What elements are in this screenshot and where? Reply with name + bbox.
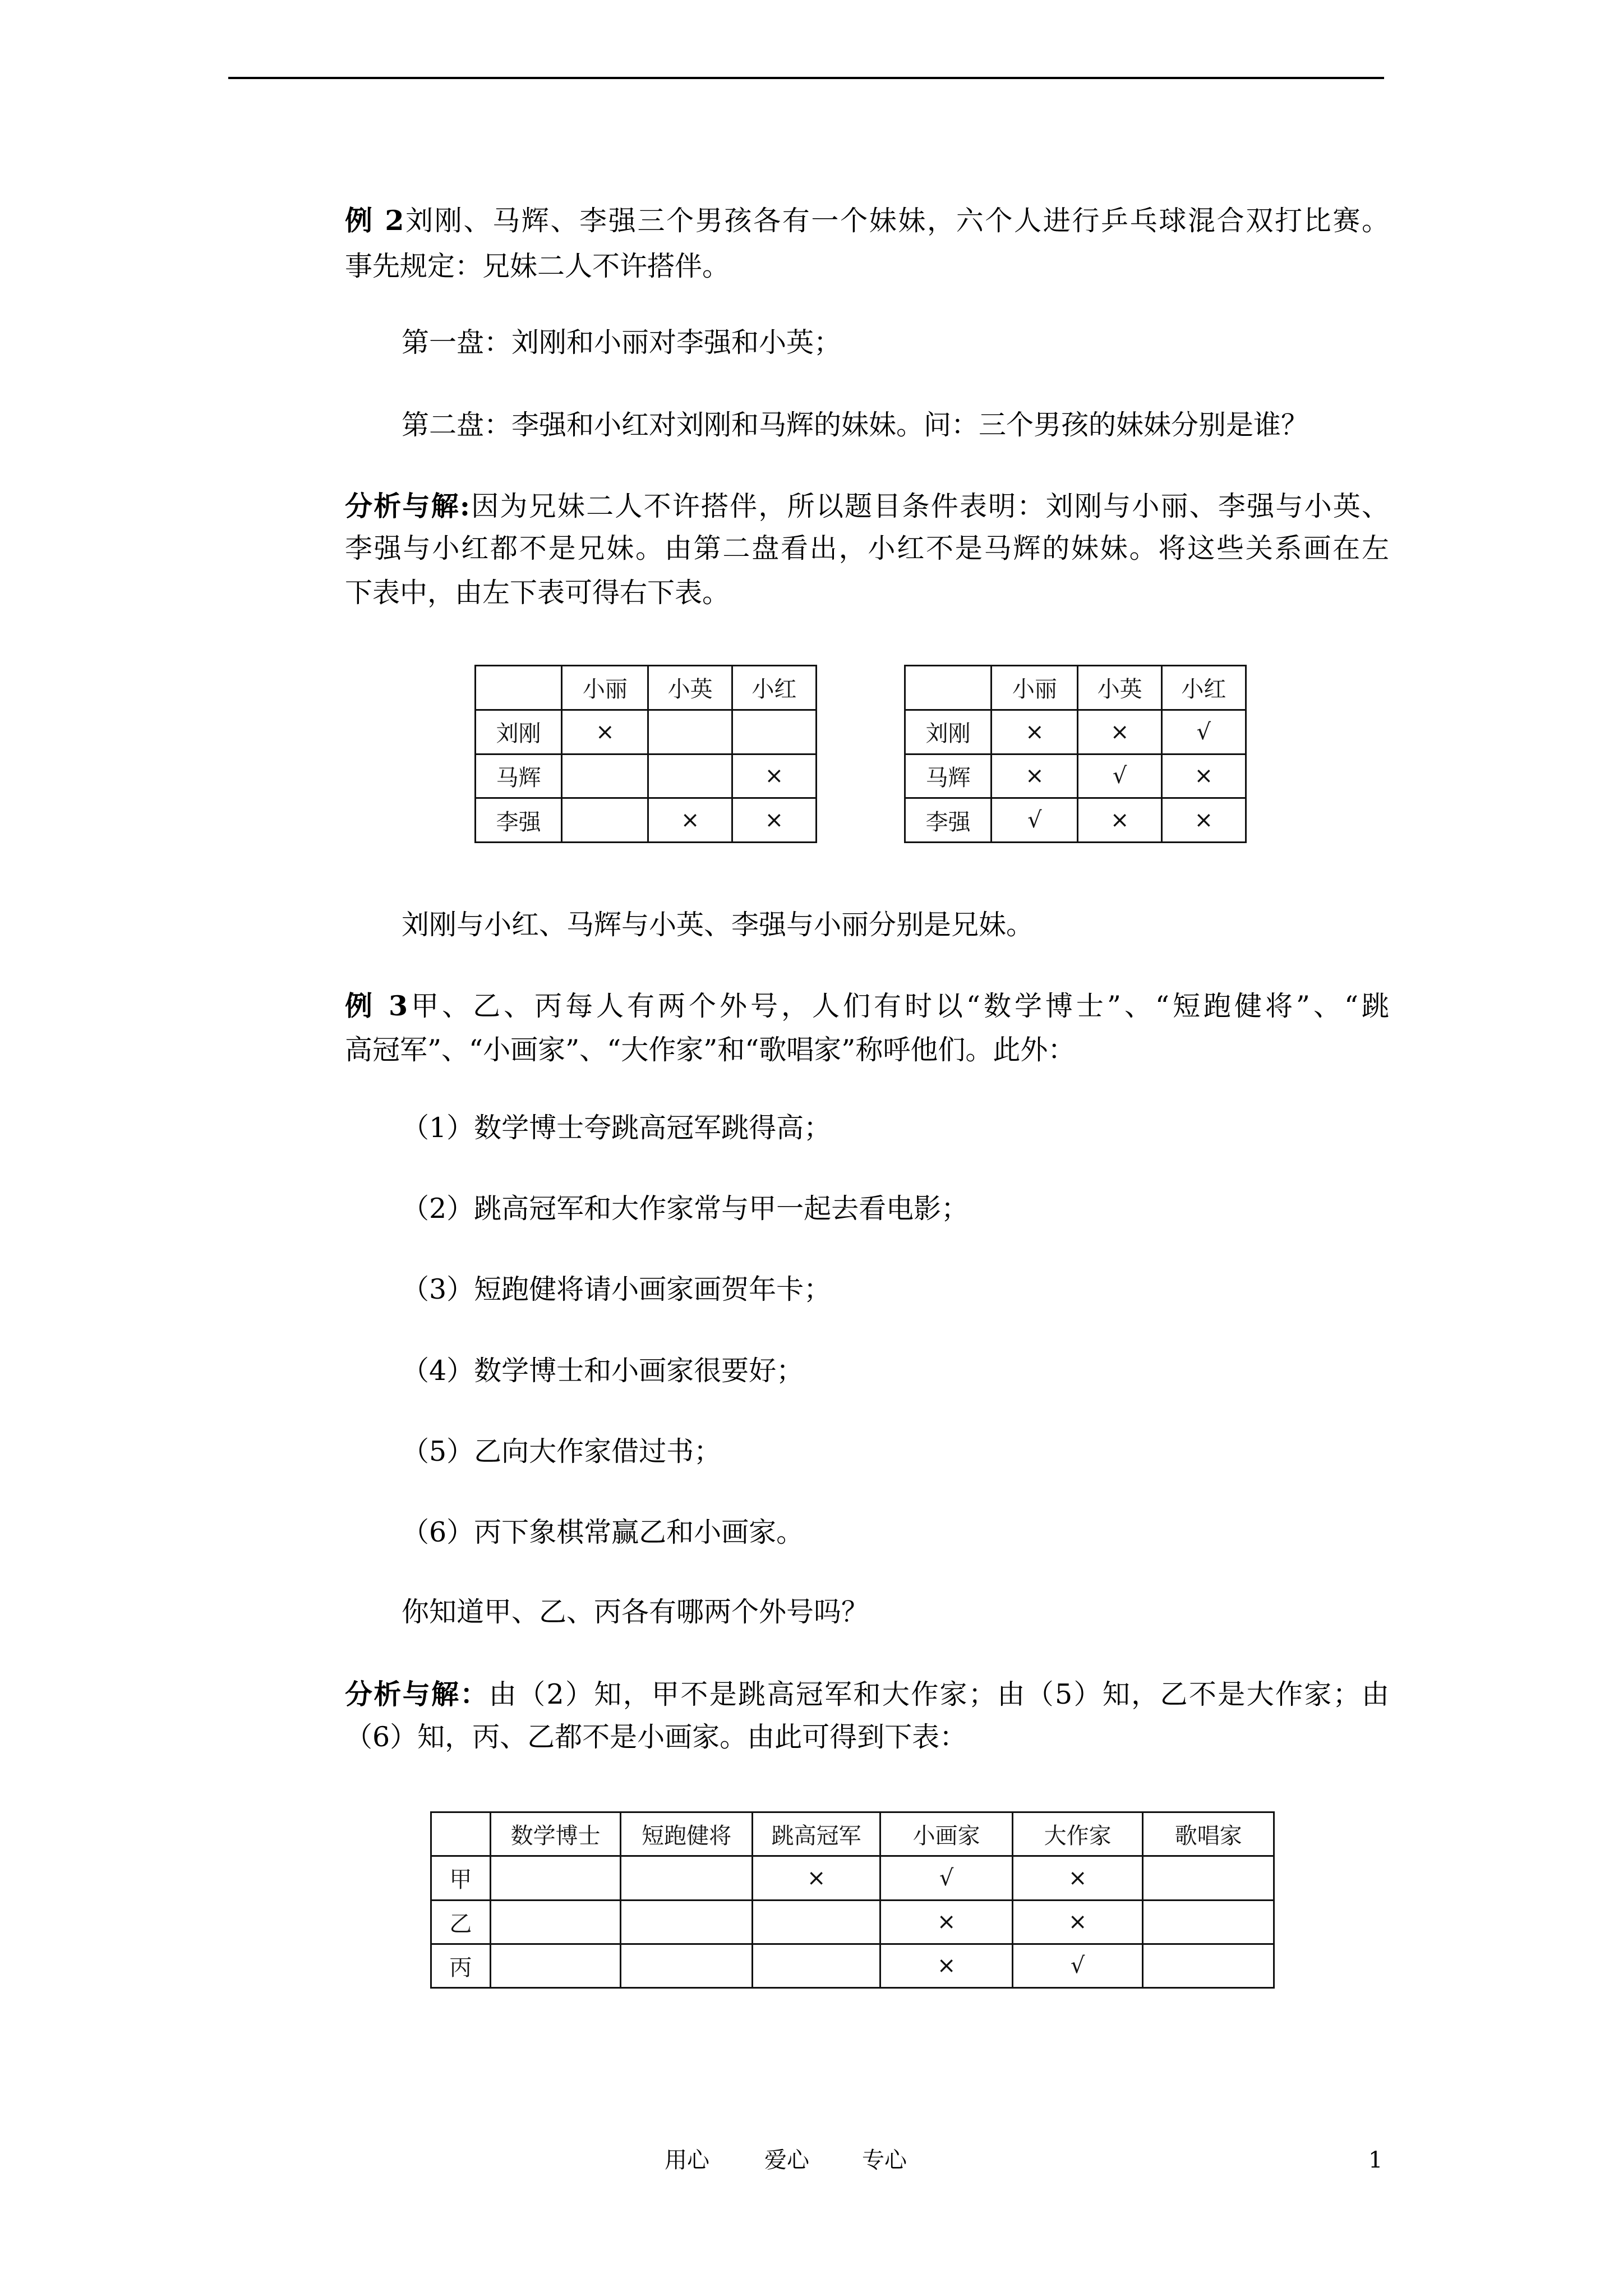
- nickname-table-column-header: 小画家: [880, 1812, 1013, 1856]
- check-mark-cell: √: [1161, 710, 1246, 754]
- nickname-table-empty-cell: [621, 1856, 753, 1900]
- nickname-table-empty-cell: [752, 1944, 880, 1987]
- condition-2: （2）跳高冠军和大作家常与甲一起去看电影；: [402, 1193, 969, 1225]
- left-table-empty-cell: [648, 754, 732, 798]
- condition-3: （3）短跑健将请小画家画贺年卡；: [402, 1273, 832, 1305]
- cross-mark-cell: ×: [1012, 1900, 1143, 1944]
- cross-mark-cell: ×: [1078, 798, 1161, 843]
- right-table-row-header: 刘刚: [905, 710, 992, 754]
- nickname-table-row-header: 乙: [431, 1900, 491, 1944]
- nickname-table-column-header: 数学博士: [490, 1812, 621, 1856]
- example3-analysis-label: 分析与解：: [345, 1678, 489, 1710]
- left-table-empty-cell: [648, 710, 732, 754]
- left-table-column-header: 小英: [648, 666, 732, 710]
- example3-question: 你知道甲、乙、丙各有哪两个外号吗？: [402, 1596, 869, 1628]
- condition-4: （4）数学博士和小画家很要好；: [402, 1355, 804, 1387]
- left-table-corner-cell: [476, 666, 562, 710]
- nickname-table-empty-cell: [490, 1944, 621, 1987]
- nickname-table-column-header: 短跑健将: [621, 1812, 753, 1856]
- nickname-table-row: [431, 1856, 1274, 1900]
- nickname-table-row: [431, 1944, 1274, 1987]
- footer-motto-1: 用心: [665, 2147, 709, 2173]
- cross-mark-cell: ×: [1161, 754, 1246, 798]
- nickname-table-empty-cell: [621, 1944, 753, 1987]
- example3-analysis-line-2: （6）知，丙、乙都不是小画家。由此可得到下表：: [345, 1721, 967, 1753]
- condition-6: （6）丙下象棋常赢乙和小画家。: [402, 1516, 804, 1548]
- nickname-table-empty-cell: [621, 1900, 753, 1944]
- example2-line-1: 例 2刘刚、马辉、李强三个男孩各有一个妹妹，六个人进行乒乓球混合双打比赛。: [345, 204, 1389, 237]
- left-table-row: [476, 754, 817, 798]
- cross-mark-cell: ×: [1161, 798, 1246, 843]
- left-table-row: [476, 710, 817, 754]
- cross-mark-cell: ×: [992, 754, 1078, 798]
- nickname-table-empty-cell: [490, 1856, 621, 1900]
- example3-analysis-line-1: 分析与解：由（2）知，甲不是跳高冠军和大作家；由（5）知，乙不是大作家；由: [345, 1678, 1389, 1710]
- nickname-table-column-header: 大作家: [1012, 1812, 1143, 1856]
- right-table-column-header: 小丽: [992, 666, 1078, 710]
- nickname-table-row-header: 甲: [431, 1856, 491, 1900]
- left-table-column-header: 小丽: [562, 666, 648, 710]
- condition-5: （5）乙向大作家借过书；: [402, 1435, 722, 1467]
- cross-mark-cell: ×: [648, 798, 732, 843]
- check-mark-cell: √: [1078, 754, 1161, 798]
- left-table-empty-cell: [732, 710, 816, 754]
- left-table-empty-cell: [562, 754, 648, 798]
- left-table-row-header: 马辉: [476, 754, 562, 798]
- right-table-column-header: 小红: [1161, 666, 1246, 710]
- right-table-column-header: 小英: [1078, 666, 1161, 710]
- cross-mark-cell: ×: [992, 710, 1078, 754]
- nickname-table-empty-cell: [1143, 1944, 1274, 1987]
- right-table-corner-cell: [905, 666, 992, 710]
- example2-label: 例 2: [345, 204, 404, 237]
- cross-mark-cell: ×: [1078, 710, 1161, 754]
- example2-game1: 第一盘：刘刚和小丽对李强和小英；: [402, 326, 842, 358]
- example2-analysis-line-3: 下表中，由左下表可得右下表。: [345, 577, 730, 609]
- nickname-table-empty-cell: [490, 1900, 621, 1944]
- nickname-table-empty-cell: [1143, 1900, 1274, 1944]
- nickname-table-column-header: 歌唱家: [1143, 1812, 1274, 1856]
- nickname-table-corner-cell: [431, 1812, 491, 1856]
- example3-line-1: 例 3甲、乙、丙每人有两个外号，人们有时以“数学博士”、“短跑健将”、“跳: [345, 990, 1389, 1022]
- example2-conclusion: 刘刚与小红、马辉与小英、李强与小丽分别是兄妹。: [402, 909, 1034, 941]
- example2-analysis-line-1: 分析与解:因为兄妹二人不许搭伴，所以题目条件表明：刘刚与小丽、李强与小英、: [345, 490, 1389, 522]
- header-rule: [228, 77, 1384, 79]
- footer-motto-2: 爱心: [764, 2147, 809, 2173]
- example3-label: 例 3: [345, 990, 408, 1022]
- cross-mark-cell: ×: [752, 1856, 880, 1900]
- example3-line-2: 高冠军”、“小画家”、“大作家”和“歌唱家”称呼他们。此外：: [345, 1034, 1076, 1066]
- sibling-table-left: [474, 665, 817, 843]
- right-table-row-header: 李强: [905, 798, 992, 843]
- example2-analysis-label: 分析与解:: [345, 490, 470, 522]
- page-number: 1: [1368, 2147, 1383, 2173]
- cross-mark-cell: ×: [1012, 1856, 1143, 1900]
- left-table-empty-cell: [562, 798, 648, 843]
- nickname-table-row: [431, 1900, 1274, 1944]
- right-table-row-header: 马辉: [905, 754, 992, 798]
- right-table-row: [905, 798, 1246, 843]
- check-mark-cell: √: [992, 798, 1078, 843]
- check-mark-cell: √: [1012, 1944, 1143, 1987]
- sibling-table-right: [904, 665, 1247, 843]
- nickname-table-empty-cell: [1143, 1856, 1274, 1900]
- cross-mark-cell: ×: [732, 798, 816, 843]
- nickname-table: [430, 1811, 1275, 1989]
- left-table-header-row: [476, 666, 817, 710]
- nickname-table-row-header: 丙: [431, 1944, 491, 1987]
- nickname-table-column-header: 跳高冠军: [752, 1812, 880, 1856]
- nickname-table-header-row: [431, 1812, 1274, 1856]
- cross-mark-cell: ×: [732, 754, 816, 798]
- left-table-row: [476, 798, 817, 843]
- cross-mark-cell: ×: [562, 710, 648, 754]
- condition-1: （1）数学博士夸跳高冠军跳得高；: [402, 1112, 832, 1144]
- footer-motto-3: 专心: [862, 2147, 907, 2173]
- cross-mark-cell: ×: [880, 1944, 1013, 1987]
- check-mark-cell: √: [880, 1856, 1013, 1900]
- cross-mark-cell: ×: [880, 1900, 1013, 1944]
- right-table-row: [905, 754, 1246, 798]
- left-table-column-header: 小红: [732, 666, 816, 710]
- example2-analysis-line-2: 李强与小红都不是兄妹。由第二盘看出，小红不是马辉的妹妹。将这些关系画在左: [345, 532, 1389, 564]
- example2-game2: 第二盘：李强和小红对刘刚和马辉的妹妹。问：三个男孩的妹妹分别是谁？: [402, 409, 1309, 441]
- right-table-row: [905, 710, 1246, 754]
- left-table-row-header: 李强: [476, 798, 562, 843]
- example2-line-2: 事先规定：兄妹二人不许搭伴。: [345, 250, 730, 282]
- right-table-header-row: [905, 666, 1246, 710]
- left-table-row-header: 刘刚: [476, 710, 562, 754]
- nickname-table-empty-cell: [752, 1900, 880, 1944]
